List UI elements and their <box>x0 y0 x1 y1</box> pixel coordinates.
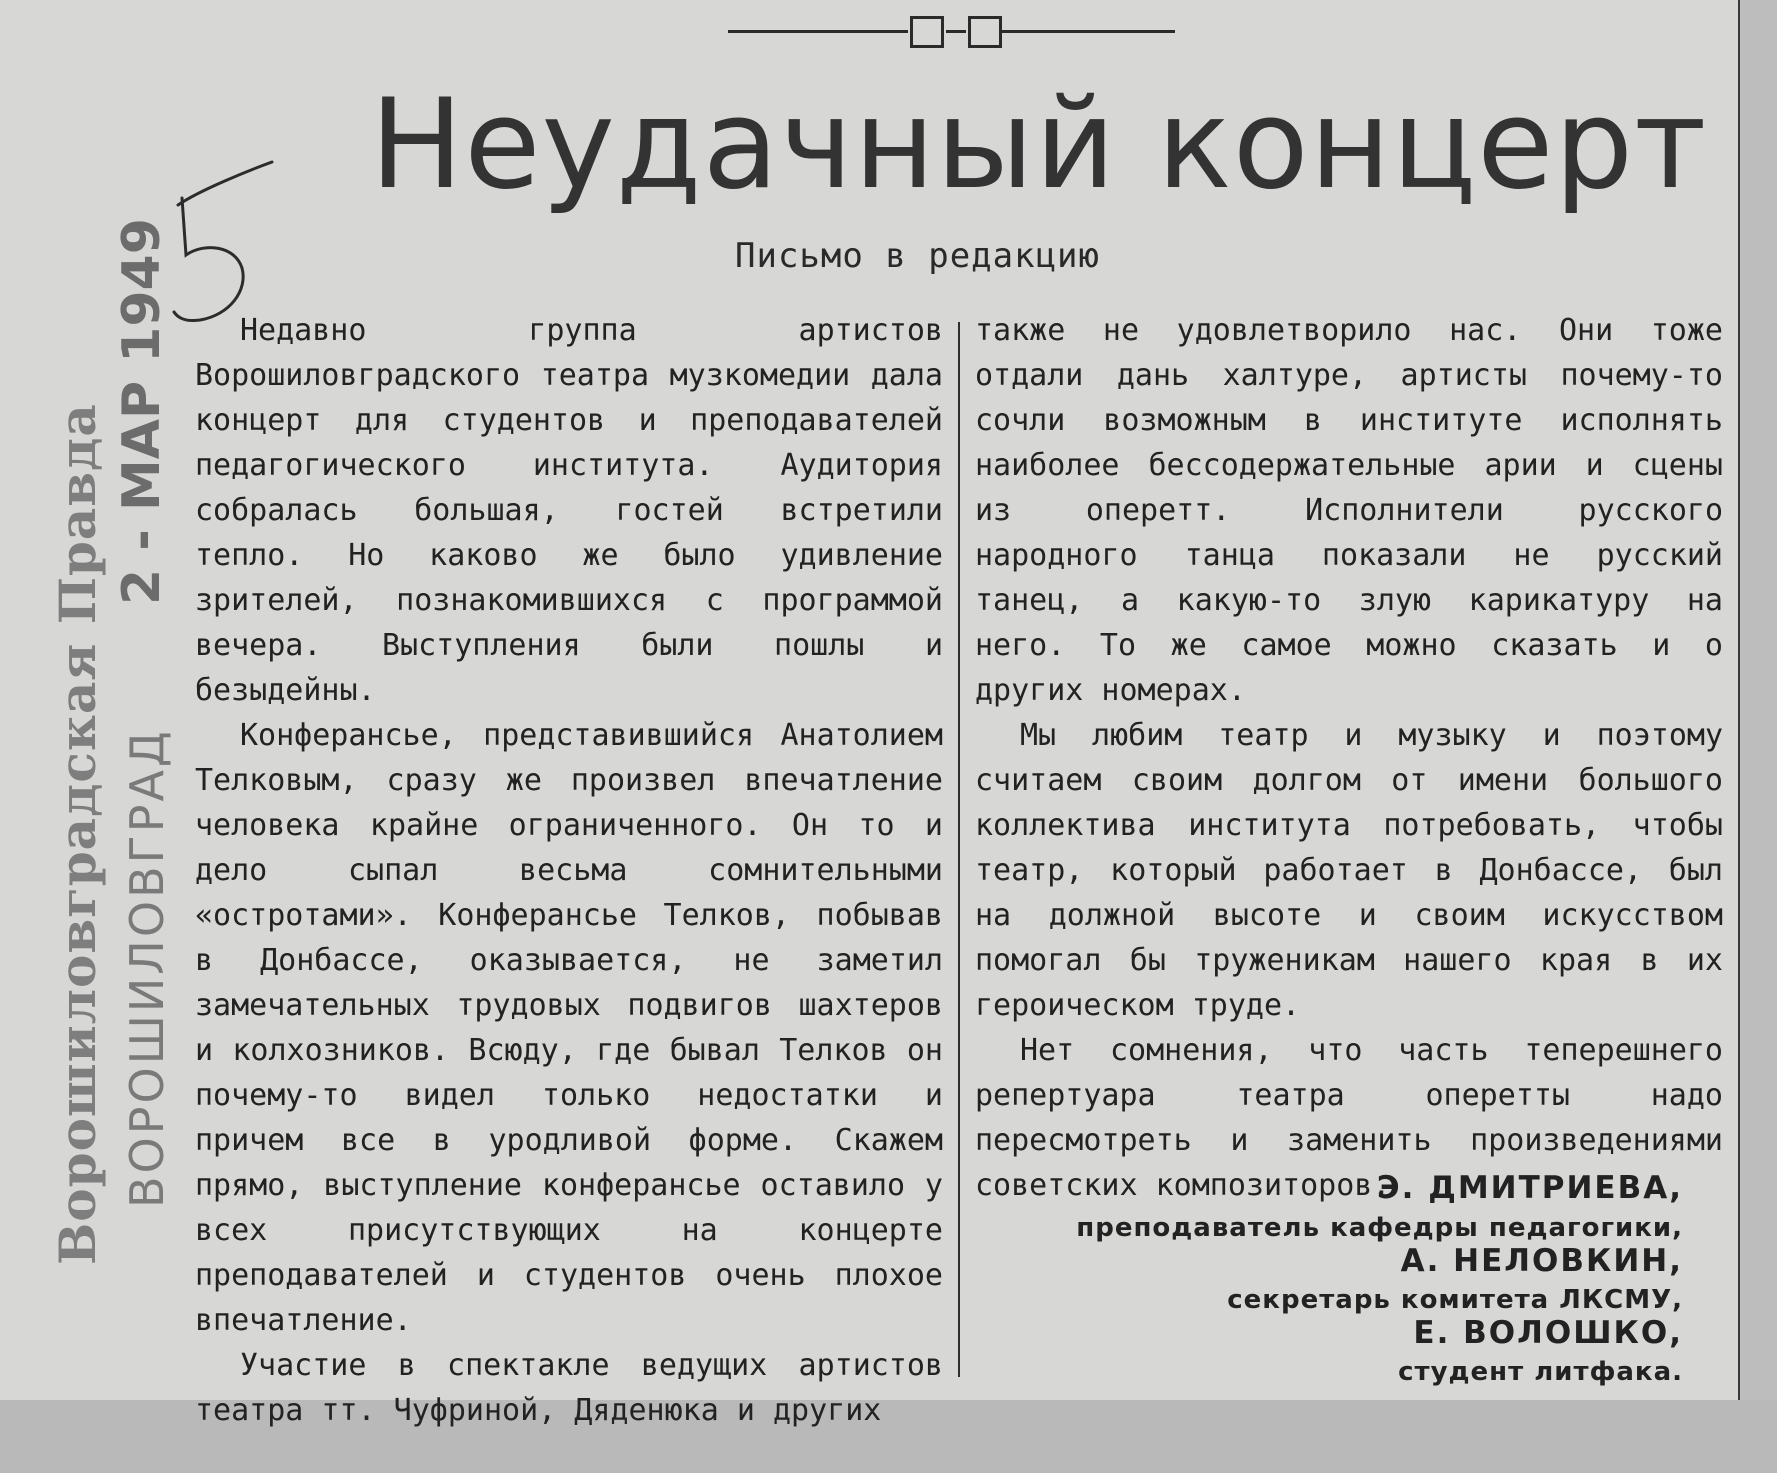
ornament-box-left <box>910 16 944 48</box>
signature-name: Е. ВОЛОШКО, <box>1413 1315 1683 1351</box>
article-column-left <box>195 308 943 1433</box>
paragraph: Конферансье, представившийся Анатолием Телковым, сразу же произвел впечатление человека крайне ограниченного. Он то и дело сыпал весьма сомнительными «остротами». Конферансье Телков, побывав в Донбассе, оказывается, не заметил замечательных трудовых подвигов шахтеров и колхозников. Всюду, где бывал Телков он почему-то видел только недостатки и причем все в уродливой форме. Скажем прямо, выступление конферансье оставило у всех присутствующих на концерте преподавателей и студентов очень плохое впечатление. <box>195 718 943 1338</box>
ornament-line-right <box>1000 30 1175 33</box>
article-subhead: Письмо в редакцию <box>735 236 1100 276</box>
date-stamp: 2 - МАР 1949 <box>112 218 172 605</box>
paragraph: Мы любим театр и музыку и поэтому считаем своим долгом от имени большого коллектива института потребовать, чтобы театр, который работает в Донбассе, был на должной высоте и своим искусством помогал бы труженикам нашего края в их героическом труде. <box>975 718 1723 1023</box>
signature-name: А. НЕЛОВКИН, <box>1400 1243 1683 1279</box>
paragraph: Нет сомнения, что часть теперешнего репертуара театра оперетты надо пересмотреть и заменить произведениями советских композиторов. <box>975 1033 1723 1203</box>
signature-role: секретарь комитета ЛКСМУ, <box>1227 1285 1683 1315</box>
ornament-box-right <box>968 16 1002 48</box>
ornament-dash <box>946 30 966 33</box>
paragraph: Участие в спектакле ведущих артистов театра тт. Чуфриной, Дяденюка и других <box>195 1348 943 1428</box>
city-stamp: ВОРОШИЛОВГРАД <box>120 728 174 1208</box>
article-headline: Неудачный концерт <box>370 73 1708 217</box>
handwritten-number-mark <box>160 150 290 330</box>
paragraph: Недавно группа артистов Ворошиловградского театра музкомедии дала концерт для студентов и преподавателей педагогического института. Аудитория собралась большая, гостей встретили тепло. Но каково же было удивление зрителей, познакомившихся с программой вечера. Выступления были пошлы и безыдейны. <box>195 313 943 708</box>
article-column-right <box>975 308 1723 1208</box>
clipping-right-edge <box>1738 0 1740 1400</box>
newspaper-name-stamp: Ворошиловградская Правда <box>48 403 107 1265</box>
signature-name: Э. ДМИТРИЕВА, <box>1376 1170 1683 1206</box>
signature-role: преподаватель кафедры педагогики, <box>1076 1213 1683 1243</box>
signature-role: студент литфака. <box>1398 1357 1683 1387</box>
paragraph: также не удовлетворило нас. Они тоже отдали дань халтуре, артисты почему-то сочли возможным в институте исполнять наиболее бессодержательные арии и сцены из оперетт. Исполнители русского народного танца показали не русский танец, а какую-то злую карикатуру на него. То же самое можно сказать и о других номерах. <box>975 313 1723 708</box>
ornament-line-left <box>728 30 908 33</box>
